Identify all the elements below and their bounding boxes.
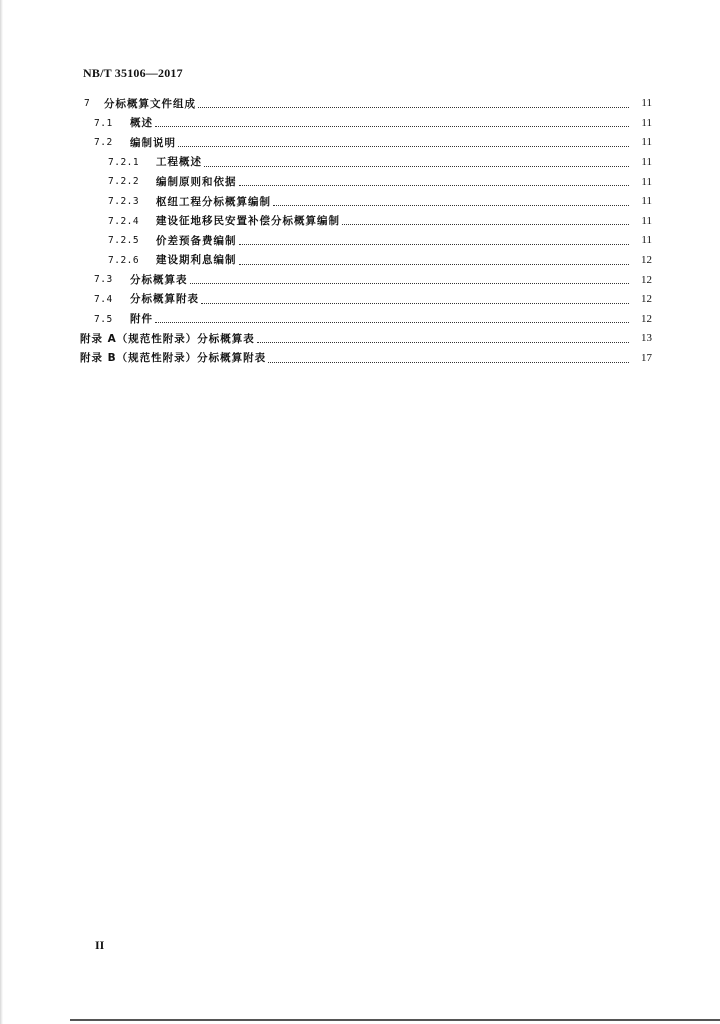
toc-entry-page: 11 <box>641 234 652 247</box>
toc-entry-title: 附录 A（规范性附录）分标概算表 <box>80 332 255 345</box>
toc-entry <box>80 310 652 330</box>
toc-entry-title: 分标概算文件组成 <box>104 97 196 110</box>
toc-entry-page: 12 <box>641 293 652 306</box>
toc-entry-page: 13 <box>641 332 652 345</box>
toc-entry-title: 价差预备费编制 <box>156 234 237 247</box>
toc-entry-number: 7.2.3 <box>108 196 140 208</box>
toc-entry-page: 12 <box>641 254 652 267</box>
toc-entry <box>80 94 652 114</box>
table-of-contents <box>80 94 652 368</box>
toc-dot-leader <box>204 165 629 167</box>
toc-dot-leader <box>239 184 630 186</box>
toc-entry <box>80 192 652 212</box>
toc-dot-leader <box>178 145 629 147</box>
toc-entry <box>80 251 652 271</box>
toc-entry-page: 11 <box>641 156 652 169</box>
toc-entry-page: 11 <box>641 195 652 208</box>
toc-entry <box>80 329 652 349</box>
toc-entry-title: 概述 <box>130 117 153 130</box>
toc-entry-title: 附录 B（规范性附录）分标概算附表 <box>80 352 267 365</box>
toc-entry <box>80 114 652 134</box>
toc-entry-number: 7 <box>84 98 91 110</box>
toc-entry-page: 11 <box>641 214 652 227</box>
toc-entry-title: 分标概算表 <box>130 273 188 286</box>
toc-dot-leader <box>268 361 629 363</box>
toc-dot-leader <box>155 125 629 127</box>
toc-dot-leader <box>273 204 629 206</box>
toc-entry-title: 附件 <box>130 313 153 326</box>
toc-entry <box>80 133 652 153</box>
toc-entry-number: 7.2.4 <box>108 215 140 227</box>
toc-entry-page: 11 <box>641 116 652 129</box>
toc-dot-leader <box>198 106 629 108</box>
toc-entry <box>80 290 652 310</box>
toc-entry-title: 工程概述 <box>156 156 202 169</box>
toc-entry-page: 11 <box>641 97 652 110</box>
toc-entry-title: 编制原则和依据 <box>156 175 237 188</box>
toc-entry-number: 7.5 <box>94 313 113 325</box>
toc-entry-number: 7.2.6 <box>108 254 140 266</box>
toc-entry-page: 12 <box>641 312 652 325</box>
toc-entry-number: 7.2 <box>94 137 113 149</box>
toc-entry-number: 7.2.5 <box>108 235 140 247</box>
toc-entry-page: 11 <box>641 175 652 188</box>
scan-edge <box>0 0 3 1024</box>
toc-entry <box>80 212 652 232</box>
page-number-footer: II <box>95 938 105 952</box>
toc-entry-title: 编制说明 <box>130 136 176 149</box>
bottom-rule <box>70 1019 720 1021</box>
toc-dot-leader <box>342 223 629 225</box>
toc-entry-title: 分标概算附表 <box>130 293 199 306</box>
toc-entry-page: 17 <box>641 352 652 365</box>
toc-entry-number: 7.2.2 <box>108 176 140 188</box>
toc-entry-number: 7.1 <box>94 117 113 129</box>
toc-entry-number: 7.2.1 <box>108 156 140 168</box>
toc-entry <box>80 231 652 251</box>
document-code-header: NB/T 35106—2017 <box>83 66 183 80</box>
toc-dot-leader <box>190 282 630 284</box>
toc-dot-leader <box>201 302 629 304</box>
toc-dot-leader <box>239 263 630 265</box>
toc-entry-page: 11 <box>641 136 652 149</box>
toc-entry <box>80 172 652 192</box>
toc-entry-title: 枢纽工程分标概算编制 <box>156 195 271 208</box>
toc-entry <box>80 349 652 369</box>
toc-entry-number: 7.3 <box>94 274 113 286</box>
toc-entry <box>80 153 652 173</box>
toc-entry-title: 建设征地移民安置补偿分标概算编制 <box>156 215 340 228</box>
toc-entry-title: 建设期利息编制 <box>156 254 237 267</box>
toc-dot-leader <box>257 341 629 343</box>
toc-entry-page: 12 <box>641 273 652 286</box>
toc-entry-number: 7.4 <box>94 293 113 305</box>
toc-dot-leader <box>239 243 630 245</box>
toc-entry <box>80 270 652 290</box>
toc-dot-leader <box>155 321 629 323</box>
